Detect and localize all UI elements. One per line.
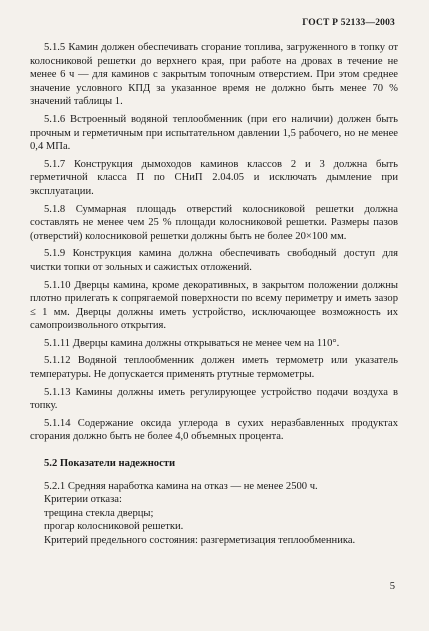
paragraph-5-1-13: 5.1.13 Камины должны иметь регулирующее устройство подачи воздуха в топку.: [30, 386, 398, 412]
section-title: 5.2 Показатели надежности: [44, 458, 176, 470]
paragraph-5-1-5: 5.1.5 Камин должен обеспечивать сгорание топлива, загруженного в топку от колосниковой решетки до верхнего края, при работе на дровах в течение не менее 6 ч — для каминов с закрытым топочным отверстием. При этом среднее значение условного КПД за указанное время не должно быть менее 70 % значений таблицы 1.: [30, 42, 398, 108]
failure-criterion-2: прогар колосниковой решетки.: [44, 521, 184, 533]
document-body: [30, 41, 398, 552]
paragraph-5-1-10: 5.1.10 Дверцы камина, кроме декоративных, в закрытом положении должны плотно прилегать к сопрягаемой поверхности по всему периметру и иметь зазор ≤ 1 мм. Дверцы должны иметь устройство, исключающее возможность их самопроизвольного открытия.: [30, 279, 398, 332]
paragraph-5-1-6: 5.1.6 Встроенный водяной теплообменник (при его наличии) должен быть прочным и герметичным при испытательном давлении 1,5 рабочего, но не менее 0,4 МПа.: [30, 113, 398, 153]
limit-state-criterion: Критерий предельного состояния: разгерметизация теплообменника.: [44, 535, 356, 546]
paragraph-5-2-1: 5.2.1 Средняя наработка камина на отказ — не менее 2500 ч.: [44, 480, 318, 492]
standard-code: ГОСТ Р 52133—2003: [302, 18, 395, 28]
failure-criterion-1: трещина стекла дверцы;: [44, 507, 154, 519]
paragraph-5-1-8: 5.1.8 Суммарная площадь отверстий колосниковой решетки должна составлять не менее чем 25 % площади колосниковой решетки. Размеры пазов (отверстий) колосниковой решетки должны быть не более 20×100 мм.: [30, 203, 398, 242]
page-number: 5: [389, 581, 395, 592]
paragraph-5-1-7: 5.1.7 Конструкция дымоходов каминов классов 2 и 3 должна быть герметичной класса П по СНиП 2.04.05 и исключать дымление при эксплуатации.: [30, 158, 398, 197]
paragraph-5-1-12: 5.1.12 Водяной теплообменник должен иметь термометр или указатель температуры. Не допускается применять ртутные термометры.: [30, 355, 398, 381]
paragraph-5-1-9: 5.1.9 Конструкция камина должна обеспечивать свободный доступ для чистки топки от зольных и сажистых отложений.: [30, 248, 398, 273]
paragraph-5-1-14: 5.1.14 Содержание оксида углерода в сухих неразбавленных продуктах сгорания должно быть не более 4,0 объемных процента.: [30, 417, 398, 443]
failure-criteria-label: Критерии отказа:: [44, 494, 122, 506]
paragraph-5-1-11: 5.1.11 Дверцы камина должны открываться не менее чем на 110°.: [44, 337, 340, 349]
